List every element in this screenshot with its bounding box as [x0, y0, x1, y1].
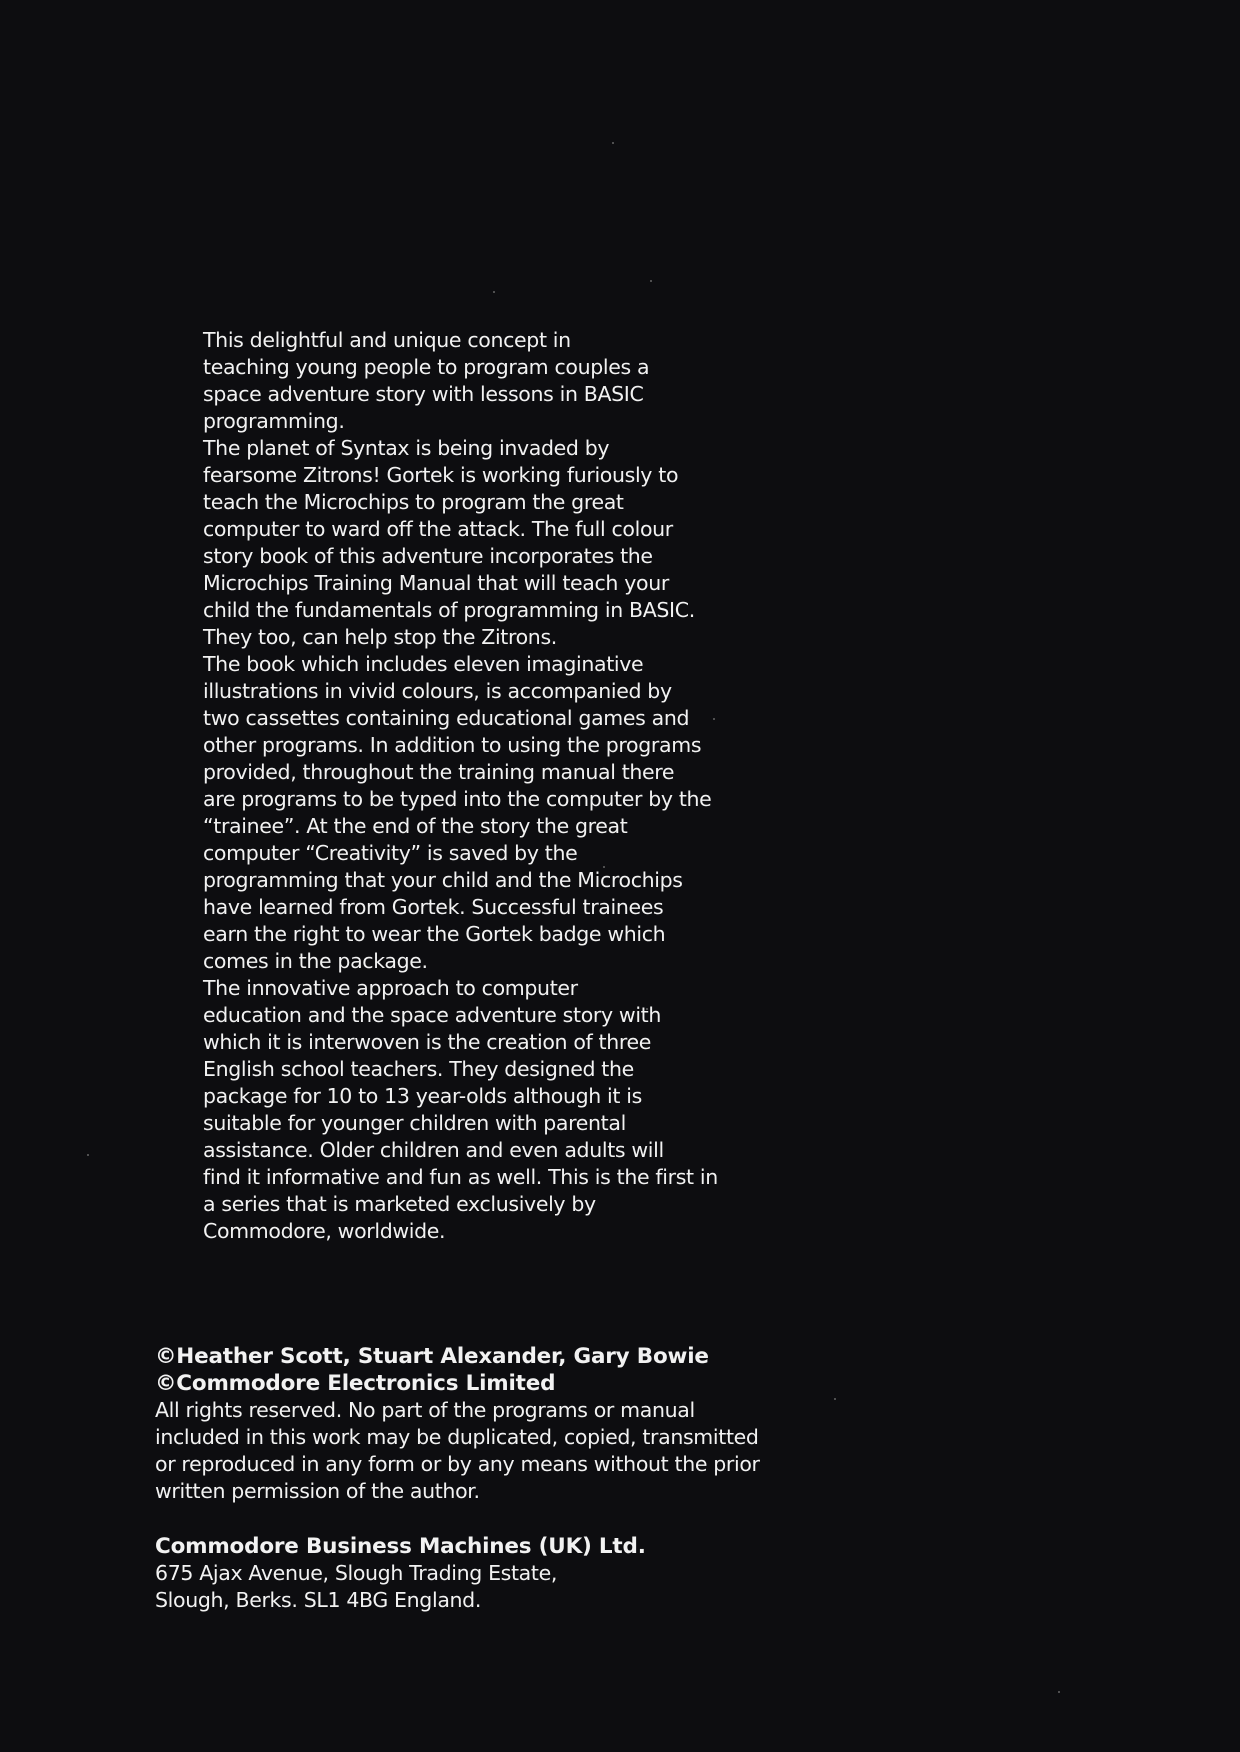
text-line: earn the right to wear the Gortek badge which [203, 922, 666, 946]
text-line: other programs. In addition to using the programs [203, 733, 702, 757]
text-line: suitable for younger children with parental [203, 1111, 626, 1135]
dust-speck [493, 291, 495, 293]
text-line: fearsome Zitrons! Gortek is working furiously to [203, 463, 679, 487]
paragraph-intro [155, 327, 675, 435]
text-line: a series that is marketed exclusively by [203, 1192, 596, 1216]
text-line: story book of this adventure incorporates the [203, 544, 653, 568]
text-line: The planet of Syntax is being invaded by [203, 436, 610, 460]
description-text [155, 327, 718, 1245]
text-line: This delightful and unique concept in [203, 328, 571, 352]
text-line: provided, throughout the training manual there [203, 760, 675, 784]
rights-line: All rights reserved. No part of the programs or manual [155, 1398, 695, 1422]
copyright-authors: ©Heather Scott, Stuart Alexander, Gary Bowie [155, 1344, 709, 1369]
text-line: Microchips Training Manual that will teach your [203, 571, 669, 595]
copyright-notice [155, 1343, 795, 1505]
text-line: computer to ward off the attack. The full colour [203, 517, 673, 541]
dust-speck [612, 142, 614, 144]
text-line: illustrations in vivid colours, is accompanied by [203, 679, 672, 703]
text-line: assistance. Older children and even adults will [203, 1138, 664, 1162]
text-line: programming. [203, 409, 345, 433]
dust-speck [650, 280, 652, 282]
text-line: The book which includes eleven imaginative [203, 652, 644, 676]
dust-speck [713, 718, 715, 720]
text-line: They too, can help stop the Zitrons. [203, 625, 557, 649]
text-line: have learned from Gortek. Successful trainees [203, 895, 664, 919]
text-line: “trainee”. At the end of the story the great [203, 814, 628, 838]
text-line: The innovative approach to computer [203, 976, 578, 1000]
text-line: computer “Creativity” is saved by the [203, 841, 578, 865]
text-line: Commodore, worldwide. [203, 1219, 446, 1243]
text-line: teaching young people to program couples a [203, 355, 650, 379]
text-line: programming that your child and the Microchips [203, 868, 683, 892]
rights-line: or reproduced in any form or by any means without the prior [155, 1452, 760, 1476]
paragraph-authors [155, 975, 718, 1245]
dust-speck [1058, 1691, 1060, 1693]
publisher-name: Commodore Business Machines (UK) Ltd. [155, 1534, 646, 1559]
publisher-address [155, 1533, 795, 1614]
rights-line: written permission of the author. [155, 1479, 480, 1503]
text-line: comes in the package. [203, 949, 428, 973]
text-line: English school teachers. They designed the [203, 1057, 634, 1081]
text-line: two cassettes containing educational games and [203, 706, 690, 730]
text-line: child the fundamentals of programming in BASIC. [203, 598, 695, 622]
text-line: package for 10 to 13 year-olds although it is [203, 1084, 642, 1108]
rights-line: included in this work may be duplicated, copied, transmitted [155, 1425, 759, 1449]
text-line: space adventure story with lessons in BASIC [203, 382, 644, 406]
dust-speck [87, 1154, 89, 1156]
address-line: 675 Ajax Avenue, Slough Trading Estate, [155, 1561, 558, 1585]
text-line: are programs to be typed into the computer by the [203, 787, 712, 811]
paragraph-story [155, 435, 695, 651]
text-line: teach the Microchips to program the great [203, 490, 624, 514]
address-line: Slough, Berks. SL1 4BG England. [155, 1588, 481, 1612]
paragraph-contents [155, 651, 712, 975]
dust-speck [834, 1398, 836, 1400]
text-line: find it informative and fun as well. This is the first in [203, 1165, 718, 1189]
text-line: which it is interwoven is the creation of three [203, 1030, 652, 1054]
text-line: education and the space adventure story with [203, 1003, 662, 1027]
copyright-company: ©Commodore Electronics Limited [155, 1371, 556, 1396]
